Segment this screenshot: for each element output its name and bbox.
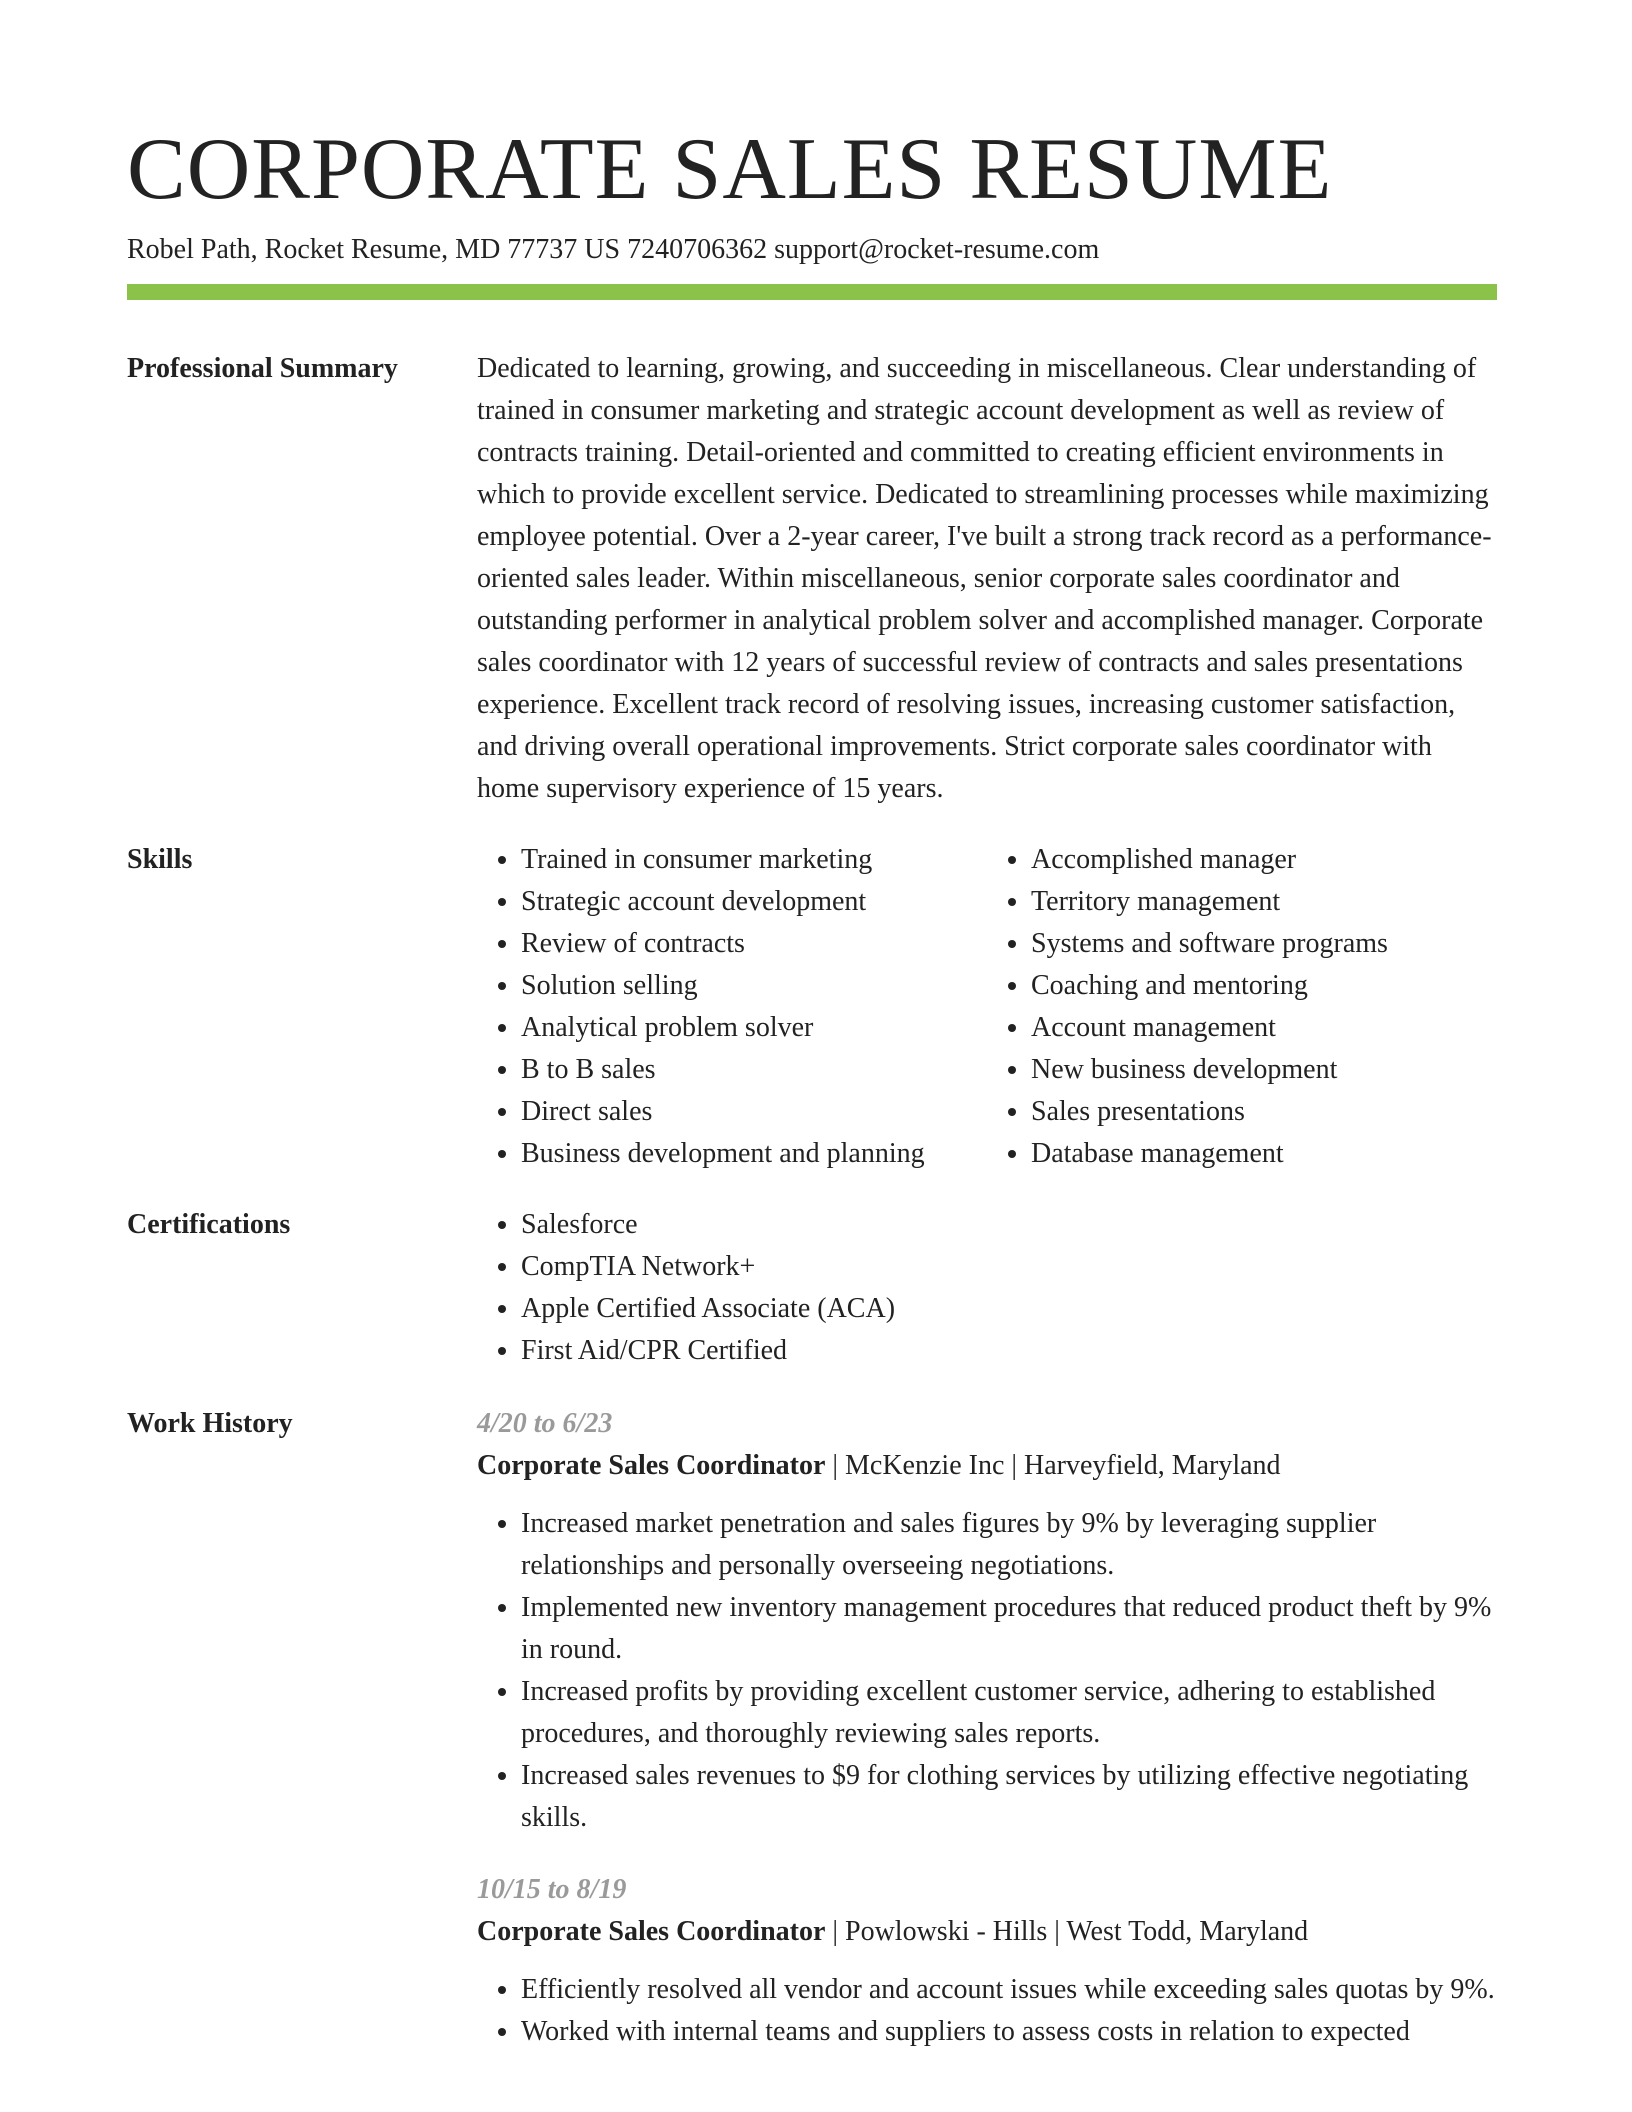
summary-body [477,348,1497,810]
job-bullet: • Increased market penetration and sales figures by 9% by leveraging supplier relationships and personally overseeing negotiations. [521,1503,1497,1587]
job-bullets [477,1969,1497,2053]
contact-line: Robel Path, Rocket Resume, MD 77737 US 7240706362 support@rocket-resume.com [127,234,1100,265]
certifications-list [477,1204,1497,1372]
skill-item: • Analytical problem solver [521,1007,987,1049]
skill-item: • New business development [1031,1049,1497,1091]
skills-list-left [477,839,987,1175]
certification-item: • CompTIA Network+ [521,1246,1497,1288]
job-company-location: | McKenzie Inc | Harveyfield, Maryland [825,1450,1281,1481]
skill-item: • Business development and planning [521,1133,987,1175]
resume-title: CORPORATE SALES RESUME [127,121,1333,218]
job-bullets [477,1503,1497,1839]
job-bullet: • Implemented new inventory management procedures that reduced product theft by 9% in round. [521,1587,1497,1671]
certifications-heading: Certifications [127,1209,291,1240]
skill-item: • Systems and software programs [1031,923,1497,965]
skills-list-right [987,839,1497,1175]
job-company-location: | Powlowski - Hills | West Todd, Maryland [825,1916,1309,1947]
job-bullet: • Efficiently resolved all vendor and account issues while exceeding sales quotas by 9%. [521,1969,1497,2011]
certification-item: • Apple Certified Associate (ACA) [521,1288,1497,1330]
skill-item: • Account management [1031,1007,1497,1049]
skill-item: • Sales presentations [1031,1091,1497,1133]
job-entry [477,1403,1497,1839]
skills-heading: Skills [127,844,193,875]
job-title: Corporate Sales Coordinator [477,1916,826,1947]
job-dates: 4/20 to 6/23 [477,1408,613,1439]
resume-header [127,118,1497,270]
work-history-heading: Work History [127,1408,293,1439]
skill-item: • Accomplished manager [1031,839,1497,881]
job-bullet: • Worked with internal teams and suppliers to assess costs in relation to expected [521,2011,1497,2053]
skills-columns [477,839,1497,1175]
job-title: Corporate Sales Coordinator [477,1450,826,1481]
skill-item: • Trained in consumer marketing [521,839,987,881]
skill-item: • Territory management [1031,881,1497,923]
header-divider [127,284,1497,300]
job-heading [477,1445,1497,1487]
summary-text: Dedicated to learning, growing, and succeeding in miscellaneous. Clear understanding of trained in consumer marketing and strategic account development as well as review of contracts training. Detail-oriented and committed to creating efficient environments in which to provide excellent service. Dedicated to streamlining processes while maximizing employee potential. Over a 2-year career, I've built a strong track record as a performance-oriented sales leader. Within miscellaneous, senior corporate sales coordinator and outstanding performer in analytical problem solver and accomplished manager. Corporate sales coordinator with 12 years of successful review of contracts and sales presentations experience. Excellent track record of resolving issues, increasing customer satisfaction, and driving overall operational improvements. Strict corporate sales coordinator with home supervisory experience of 15 years. [477,353,1492,804]
skill-item: • Strategic account development [521,881,987,923]
certification-item: • First Aid/CPR Certified [521,1330,1497,1372]
skill-item: • B to B sales [521,1049,987,1091]
certifications-body [477,1204,1497,1372]
job-dates: 10/15 to 8/19 [477,1874,627,1905]
skill-item: • Direct sales [521,1091,987,1133]
job-heading [477,1911,1497,1953]
skill-item: • Coaching and mentoring [1031,965,1497,1007]
job-entry [477,1869,1497,2053]
job-bullet: • Increased sales revenues to $9 for clothing services by utilizing effective negotiating skills. [521,1755,1497,1839]
skill-item: • Solution selling [521,965,987,1007]
summary-heading: Professional Summary [127,353,398,384]
job-bullet: • Increased profits by providing excellent customer service, adhering to established procedures, and thoroughly reviewing sales reports. [521,1671,1497,1755]
skill-item: • Review of contracts [521,923,987,965]
skill-item: • Database management [1031,1133,1497,1175]
certification-item: • Salesforce [521,1204,1497,1246]
work-history-body [477,1403,1497,2083]
